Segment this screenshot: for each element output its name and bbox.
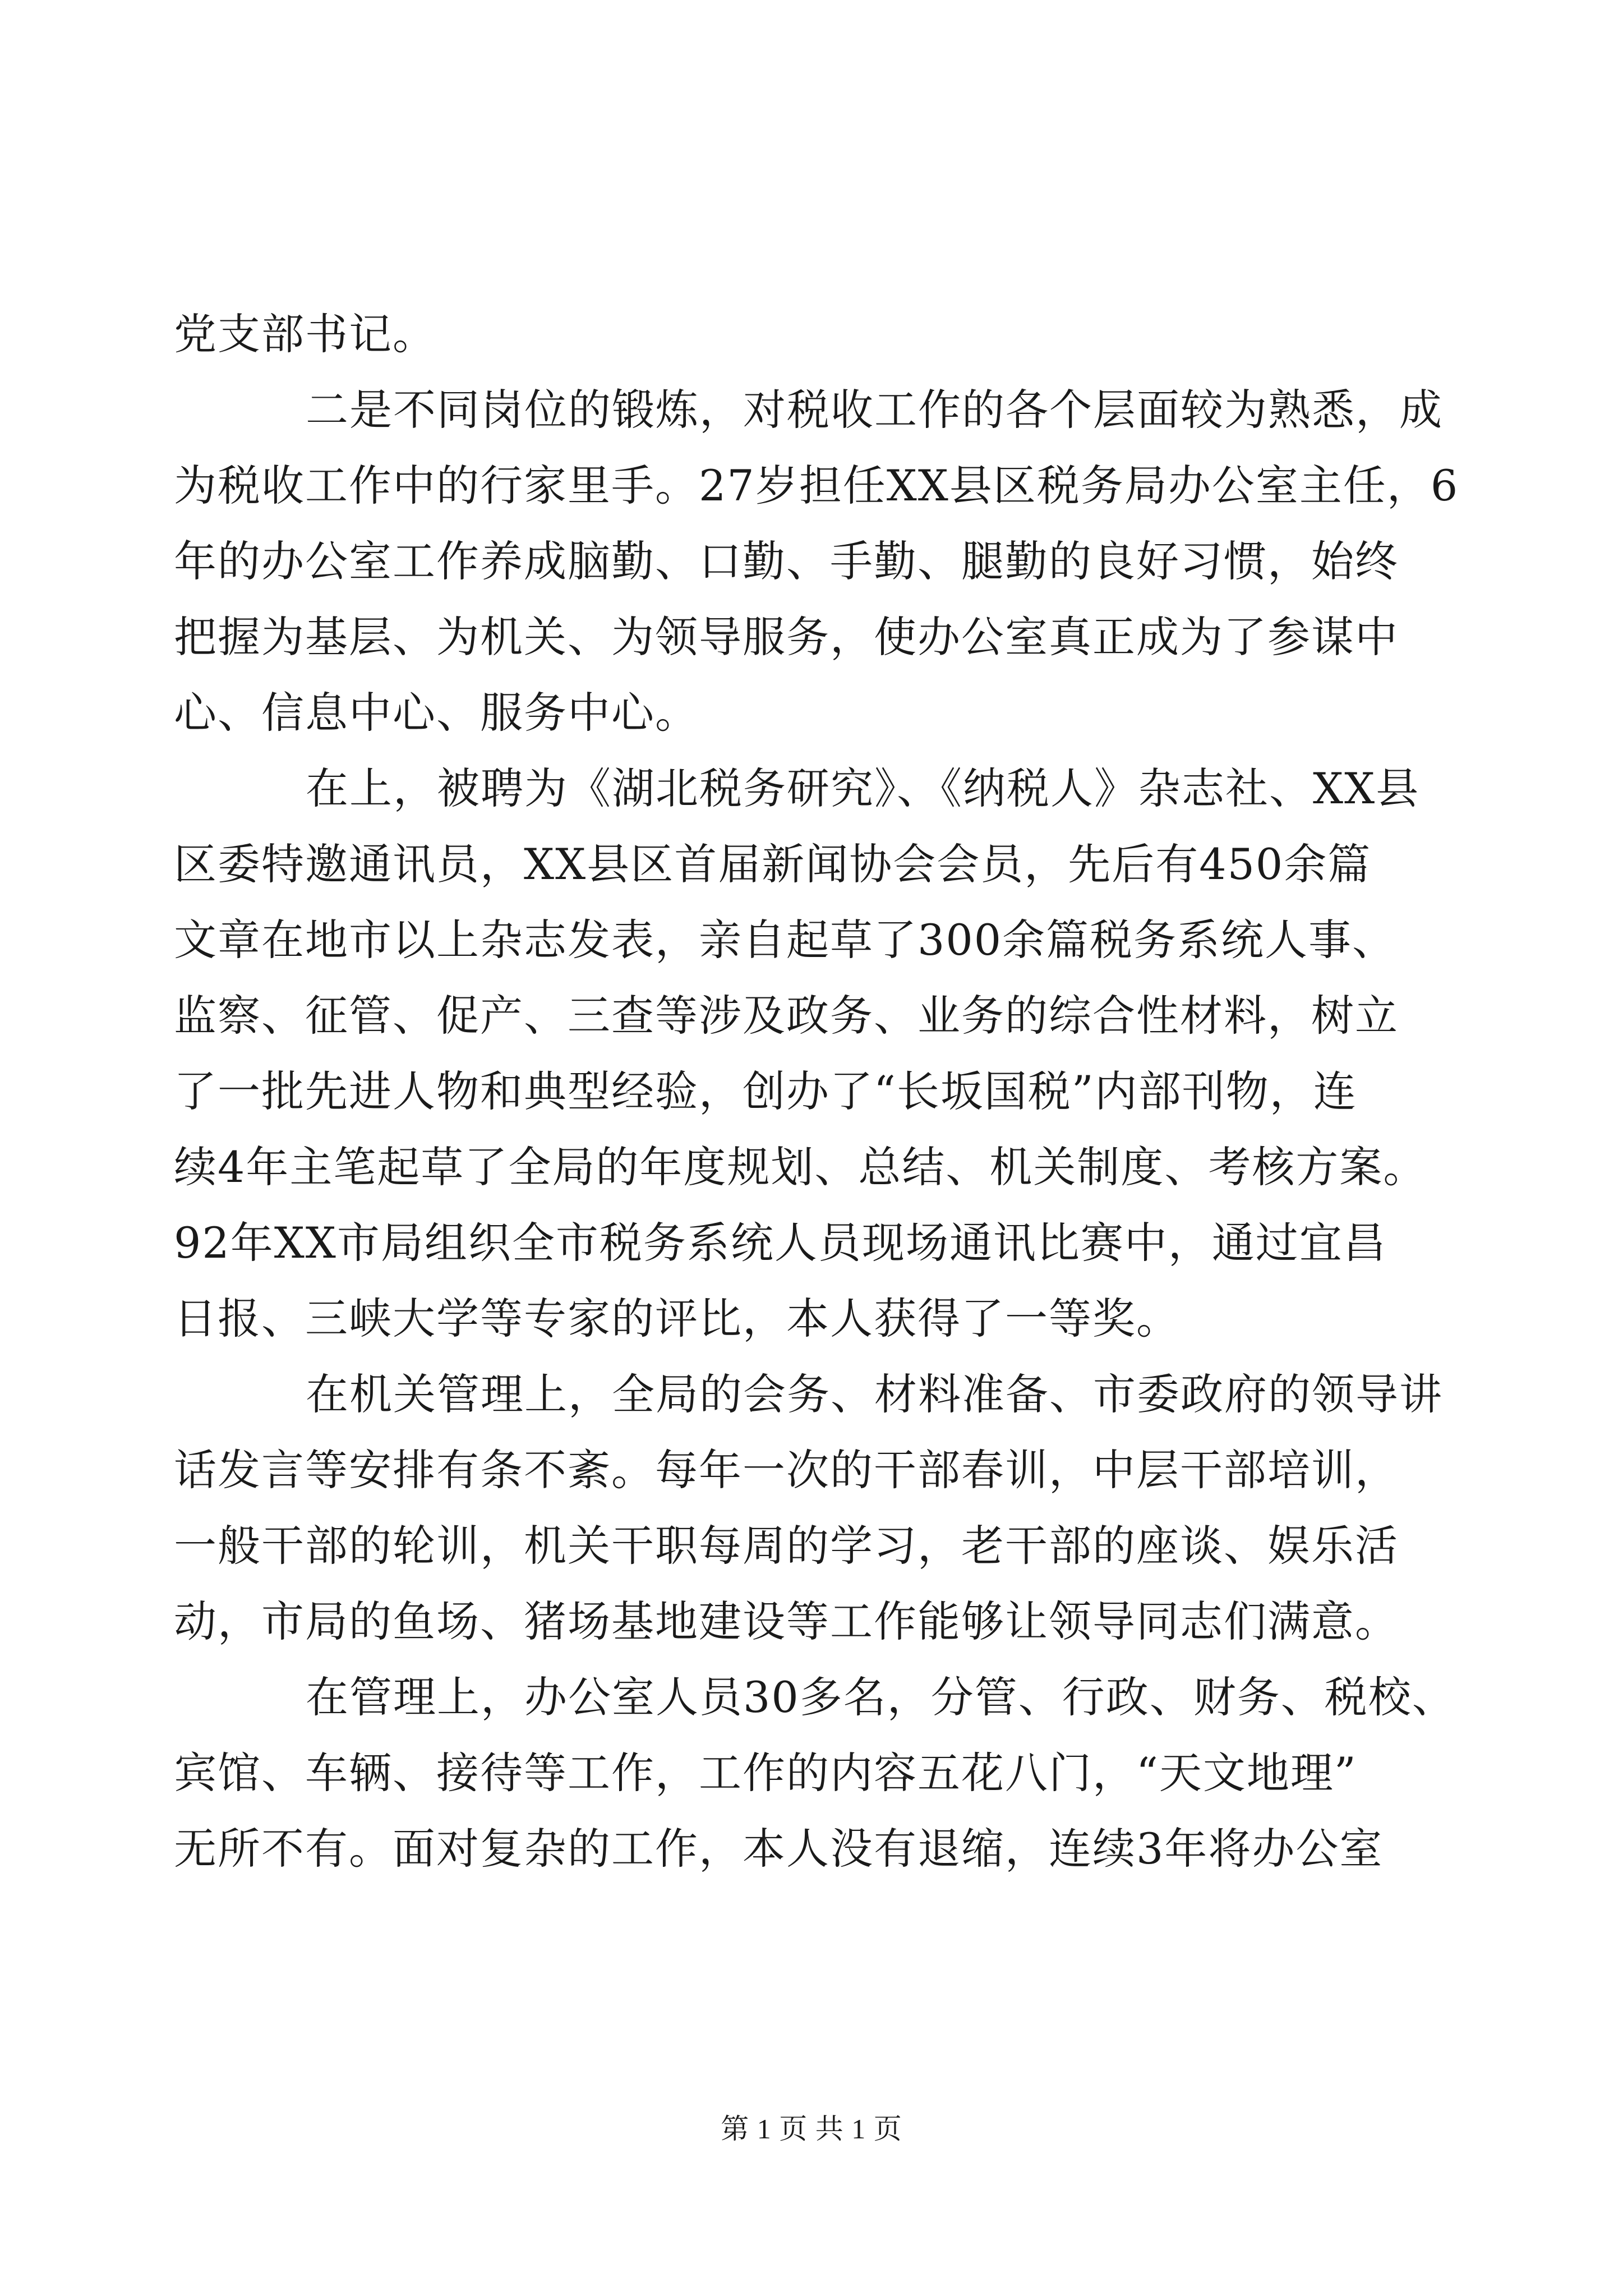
text-line: 把握为基层、为机关、为领导服务，使办公室真正成为了参谋中 bbox=[174, 612, 1399, 662]
text-line: 续4年主笔起草了全局的年度规划、总结、机关制度、考核方案。 bbox=[174, 1142, 1427, 1192]
text-line: 动，市局的鱼场、猪场基地建设等工作能够让领导同志们满意。 bbox=[174, 1596, 1399, 1646]
text-line: 在上，被聘为《湖北税务研究》、《纳税人》杂志社、XX县 bbox=[306, 763, 1420, 813]
text-line: 宾馆、车辆、接待等工作，工作的内容五花八门，“天文地理” bbox=[174, 1748, 1357, 1798]
text-line: 话发言等安排有条不紊。每年一次的干部春训，中层干部培训， bbox=[174, 1445, 1399, 1495]
text-line: 文章在地市以上杂志发表，亲自起草了300余篇税务系统人事、 bbox=[174, 915, 1396, 965]
text-line: 年的办公室工作养成脑勤、口勤、手勤、腿勤的良好习惯，始终 bbox=[174, 536, 1399, 586]
text-line: 日报、三峡大学等专家的评比，本人获得了一等奖。 bbox=[174, 1294, 1180, 1343]
text-line: 区委特邀通讯员，XX县区首届新闻协会会员，先后有450余篇 bbox=[174, 839, 1372, 889]
text-line: 一般干部的轮训，机关干职每周的学习，老干部的座谈、娱乐活 bbox=[174, 1521, 1399, 1571]
text-line: 为税收工作中的行家里手。27岁担任XX县区税务局办公室主任，6 bbox=[174, 461, 1459, 510]
text-line: 心、信息中心、服务中心。 bbox=[174, 688, 699, 738]
text-line: 92年XX市局组织全市税务系统人员现场通讯比赛中，通过宜昌 bbox=[174, 1218, 1387, 1268]
page-footer: 第 1 页 共 1 页 bbox=[721, 2113, 902, 2145]
text-line: 无所不有。面对复杂的工作，本人没有退缩，连续3年将办公室 bbox=[174, 1824, 1384, 1874]
text-line: 二是不同岗位的锻炼，对税收工作的各个层面较为熟悉，成 bbox=[306, 385, 1443, 435]
text-line: 了一批先进人物和典型经验，创办了“长坂国税”内部刊物，连 bbox=[174, 1066, 1357, 1116]
text-line: 监察、征管、促产、三查等涉及政务、业务的综合性材料，树立 bbox=[174, 991, 1399, 1041]
text-line: 党支部书记。 bbox=[174, 309, 436, 359]
document-body bbox=[174, 296, 1459, 1887]
text-line: 在机关管理上，全局的会务、材料准备、市委政府的领导讲 bbox=[306, 1369, 1443, 1419]
text-line: 在管理上，办公室人员30多名，分管、行政、财务、税校、 bbox=[306, 1672, 1456, 1722]
